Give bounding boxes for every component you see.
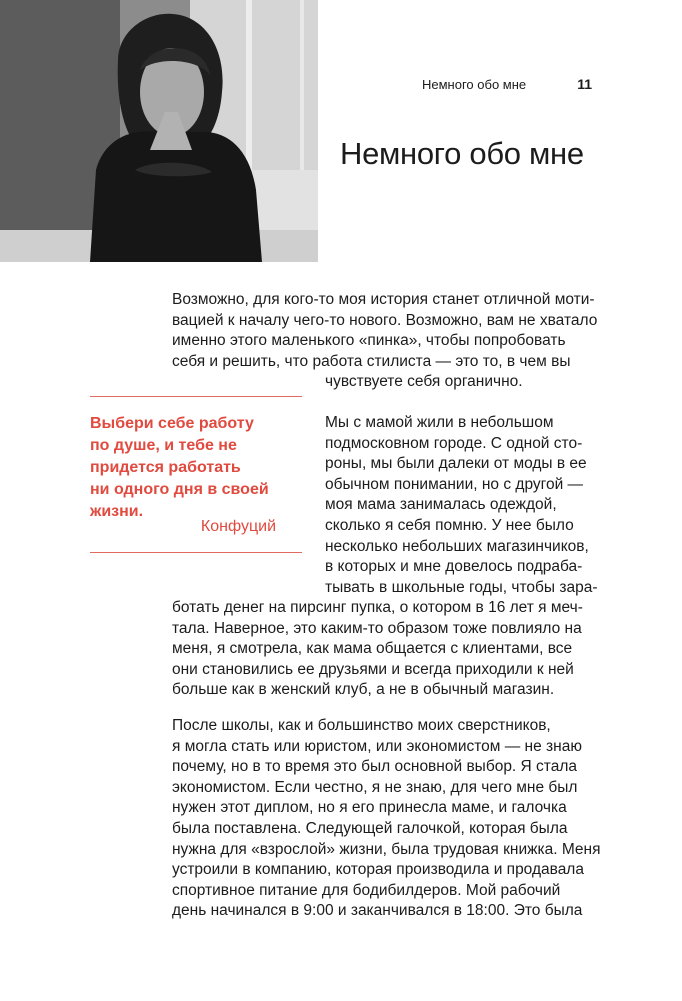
text-line: нужен этот диплом, но я его принесла маме, и галочка (172, 799, 567, 817)
text-line: Мы с мамой жили в небольшом (325, 414, 554, 431)
chapter-title: Немного обо мне (340, 136, 584, 171)
text-line: в которых и мне довелось подраба- (325, 558, 583, 576)
text-line: После школы, как и большинство моих сверстников, (172, 717, 551, 734)
text-line: вацией к началу чего-то нового. Возможно, вам не хватало (172, 311, 598, 329)
author-photo-illustration (0, 0, 318, 262)
quote-bottom-rule (90, 552, 302, 553)
quote-line: придется работать (90, 459, 241, 476)
running-header (422, 76, 592, 92)
text-line: именно этого маленького «пинка», чтобы попробовать (172, 332, 566, 350)
text-line: они становились ее друзьями и всегда приходили к ней (172, 660, 574, 678)
text-line: экономистом. Если честно, я не знаю, для чего мне был (172, 778, 578, 796)
text-line: себя и решить, что работа стилиста — это то, в чем вы (172, 352, 571, 370)
text-line: была поставлена. Следующей галочкой, которая была (172, 819, 568, 837)
text-line: тывать в школьные годы, чтобы зара- (325, 578, 598, 596)
paragraph-after-school (172, 716, 601, 922)
text-line: ботать денег на пирсинг пупка, о котором в 16 лет я меч- (172, 599, 583, 616)
text-line: день начинался в 9:00 и заканчивался в 18:00. Это была (172, 902, 583, 920)
paragraph-mother-narrow (325, 413, 598, 598)
quote-line: жизни. (90, 503, 144, 520)
author-photo (0, 0, 318, 262)
pull-quote (90, 413, 302, 523)
text-line: больше как в женский клуб, а не в обычный магазин. (172, 681, 555, 699)
text-line: я могла стать или юристом, или экономистом — не знаю (172, 737, 582, 755)
text-line: меня, я смотрела, как мама общается с клиентами, все (172, 640, 573, 658)
running-title: Немного обо мне (422, 77, 527, 92)
quote-author: Конфуций (200, 518, 276, 535)
text-line: спортивное питание для бодибилдеров. Мой рабочий (172, 881, 561, 899)
text-line: сколько я себя помню. У нее было (325, 516, 574, 534)
text-line: моя мама занималась одеждой, (325, 496, 557, 514)
text-line: несколько небольших магазинчиков, (325, 537, 589, 555)
text-line: нужна для «взрослой» жизни, была трудовая книжка. Меня (172, 840, 601, 858)
quote-line: ни одного дня в своей (90, 481, 269, 498)
text-line: подмосковном городе. С одной сто- (325, 434, 583, 452)
page-number: 11 (577, 76, 592, 92)
quote-line: Выбери себе работу (90, 415, 254, 432)
text-line: чувствуете себя органично. (325, 373, 523, 391)
intro-paragraph (172, 290, 598, 393)
text-line: тала. Наверное, это каким-то образом тоже повлияло на (172, 619, 582, 637)
quote-top-rule (90, 396, 302, 397)
text-line: обычном понимании, но с другой — (325, 475, 584, 493)
text-line: Возможно, для кого-то моя история станет отличной моти- (172, 291, 595, 308)
text-line: роны, мы были далеки от моды в ее (325, 455, 587, 473)
text-line: устроили в компанию, которая производила и продавала (172, 861, 584, 879)
paragraph-mother-wide (172, 598, 592, 701)
text-line: почему, но в то время это был основной выбор. Я стала (172, 758, 578, 776)
quote-line: по душе, и тебе не (90, 437, 237, 454)
